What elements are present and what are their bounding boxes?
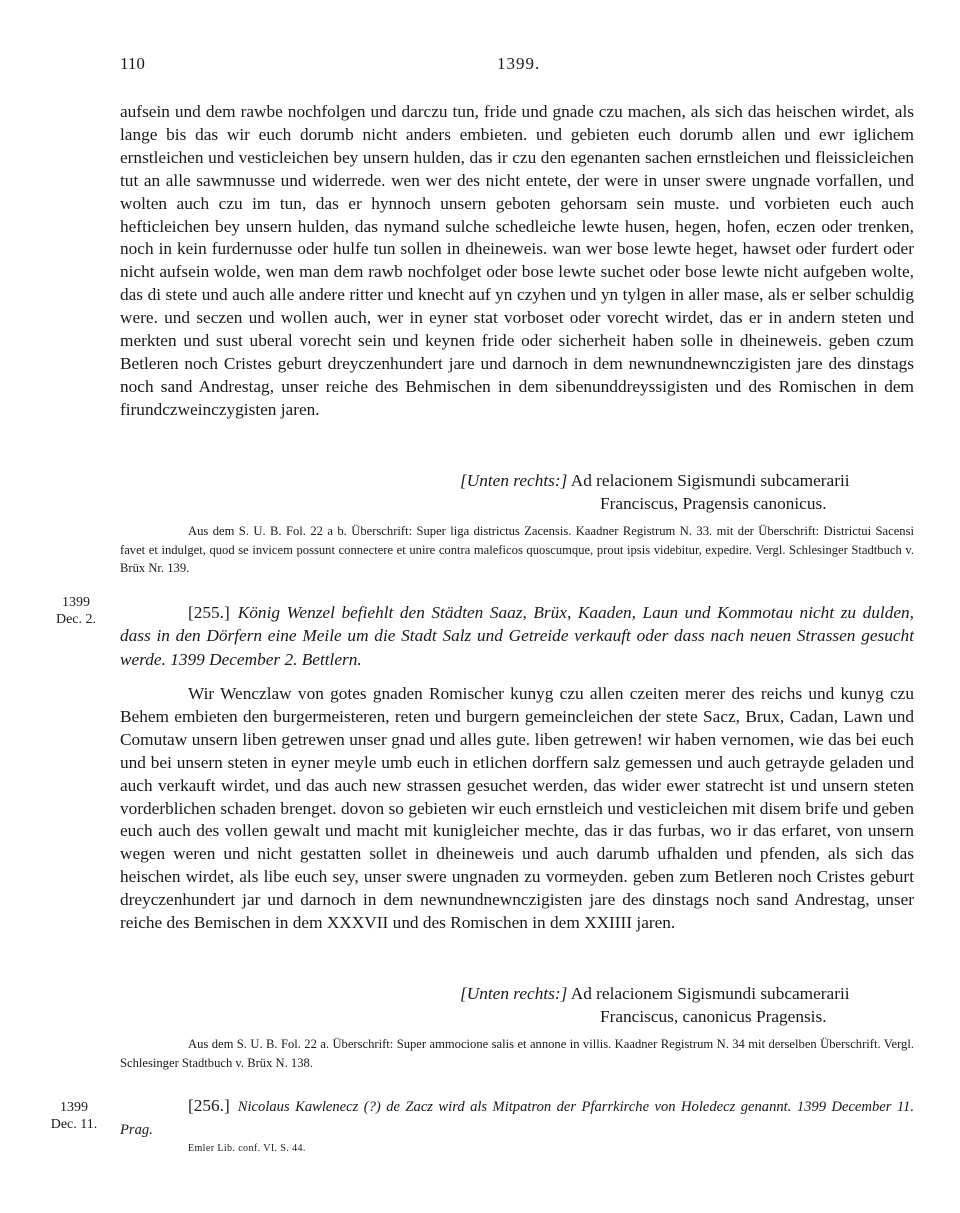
- entry-number: [255.]: [188, 603, 230, 622]
- page-number: 110: [120, 54, 145, 73]
- charter-text: aufsein und dem rawbe nochfolgen und darczu tun, fride und gnade czu machen, als sich das heischen wirdet, als lange bis das wir euch dorumb nicht anders embieten. und gebieten euch dorumb allen und ewr iglichem ernstleichen und vesticleichen bey unsern hulden, das ir czu den egenanten sachen ernstleichen und fleissicleichen tut an alle sawmnusse und widerrede. wen wer des nicht entete, der were in unser swere ungnade vorfallen, und wolten auch czu im tun, das er hynnoch unsern geboten gehorsam sein muste. und vorbieten euch auch hefticleichen bey unsern hulden, das nymand sulche schedleiche lewte husen, hegen, hofen, eczen oder trenken, noch in kein furdernusse oder hulfe tun sollen in dheineweis. wan wer bose lewte heget, hawset oder furdert oder nicht aufsein wolde, wen man dem rawb nochfolget oder bose lewte suchet oder bose lewte nicht aufgeben wolte, das di stete und auch alle andere ritter und knecht auf yn czyhen und yn tylgen in aller mase, als er selber schuldig were. und seczen und wollen auch, wer in eyner stat vorboset oder vorecht wirdet, das er in andern steten und merkten und sust uberal vorecht sein und keynen fride oder sicherheit haben solle in dheineweis. geben czum Betleren noch Cristes geburt dreyczenhundert jare und darnoch in dem newnundnewnczigisten jare des dinstags noch sand Andrestag, unser reiche des Behmischen in dem sibenunddreyssigisten und des Romischen in dem firundczweinczygisten jaren.: [120, 102, 914, 419]
- margin-date: [42, 1099, 106, 1133]
- signature-line: [460, 983, 920, 1006]
- signature-block: [460, 470, 920, 516]
- signature-block: [460, 983, 920, 1029]
- document-text: [120, 683, 914, 935]
- signature-line: [460, 470, 920, 493]
- entry-regest: König Wenzel befiehlt den Städten Saaz, Brüx, Kaaden, Laun und Kommotau nicht zu dulden, dass in den Dörfern eine Meile um die Stadt Salz und Getreide verkauft oder dass nach neuen Strassen gesucht werde. 1399 December 2. Bettlern.: [120, 603, 914, 669]
- source-note: Aus dem S. U. B. Fol. 22 a b. Überschrift: Super liga districtus Zacensis. Kaadner Registrum N. 33. mit der Überschrift: Districtui Sacensi favet et indulget, quod se invicem possunt connectere et unire contra maleficos quoscumque, prout ipsis videbitur, expedire. Vergl. Schlesinger Stadtbuch v. Brüx Nr. 139.: [120, 524, 914, 575]
- signature-position-note: [Unten rechts:]: [460, 984, 568, 1003]
- signature-relation: Ad relacionem Sigismundi subcamerarii: [570, 984, 850, 1003]
- source-note: Emler Lib. conf. VI. S. 44.: [188, 1143, 306, 1154]
- charter-text: Wir Wenczlaw von gotes gnaden Romischer kunyg czu allen czeiten merer des reichs und kunyg czu Behem embieten den burgermeisteren, reten und burgern gemeincleichen der stete Sacz, Brux, Cadan, Lawn und Comutaw unsern liben getrewen unser gnad und alles gute. liben getrewen! wir haben vernomen, wie das bei euch und bei unsern steten in eyner meyle umb euch in etlichen dorffern salz gemessen und auch getrayde geladen und auch verkauft wirdet, und das auch new strassen gesuchet werden, das wider ewer statrecht ist und unsern steten vorderblichen schaden brenget. dovon so gebieten wir euch ernstleich und vesticleichen mit disem brife und geben euch auch des vollen gewalt und macht mit kunigleicher mechte, das ir das furbas, wo ir das erfaret, von unsern wegen weren und nicht gestatten sollet in dheineweis und auch darumb ufhalden und pfenden, als sich das heischen wirdet, als libe euch sey, unser swere ungnaden zu vormeyden. geben zum Betleren noch Cristes geburt dreyczenhundert jar und darnoch in dem newnundnewnczigisten jare des dinstags noch sand Andrestag, unser reiche des Bemischen in dem XXXVII und des Romischen in dem XXIIII jaren.: [120, 684, 914, 933]
- entry-heading: [120, 601, 914, 671]
- running-head-year: 1399.: [497, 54, 541, 73]
- page-header: [0, 54, 960, 78]
- document-text-continued: [120, 101, 914, 422]
- signature-scribe: Franciscus, canonicus Pragensis.: [600, 1006, 827, 1026]
- signature-relation: Ad relacionem Sigismundi subcamerarii: [570, 471, 850, 490]
- signature-position-note: [Unten rechts:]: [460, 471, 568, 490]
- margin-day: Dec. 2.: [55, 612, 97, 627]
- signature-scribe: Franciscus, Pragensis canonicus.: [600, 493, 827, 513]
- entry-heading: [120, 1094, 914, 1142]
- entry-number: [256.]: [188, 1096, 230, 1115]
- margin-day: Dec. 11.: [50, 1117, 98, 1132]
- margin-year: 1399: [60, 1100, 88, 1115]
- margin-date: [44, 594, 108, 628]
- source-note: Aus dem S. U. B. Fol. 22 a. Überschrift: Super ammocione salis et annone in villis. Kaadner Registrum N. 34 mit derselben Überschrift. Vergl. Schlesinger Stadtbuch v. Brüx N. 138.: [120, 1037, 914, 1070]
- margin-year: 1399: [62, 595, 90, 610]
- entry-regest: Nicolaus Kawlenecz (?) de Zacz wird als Mitpatron der Pfarrkirche von Holedecz genannt. 1399 December 11. Prag.: [120, 1099, 914, 1138]
